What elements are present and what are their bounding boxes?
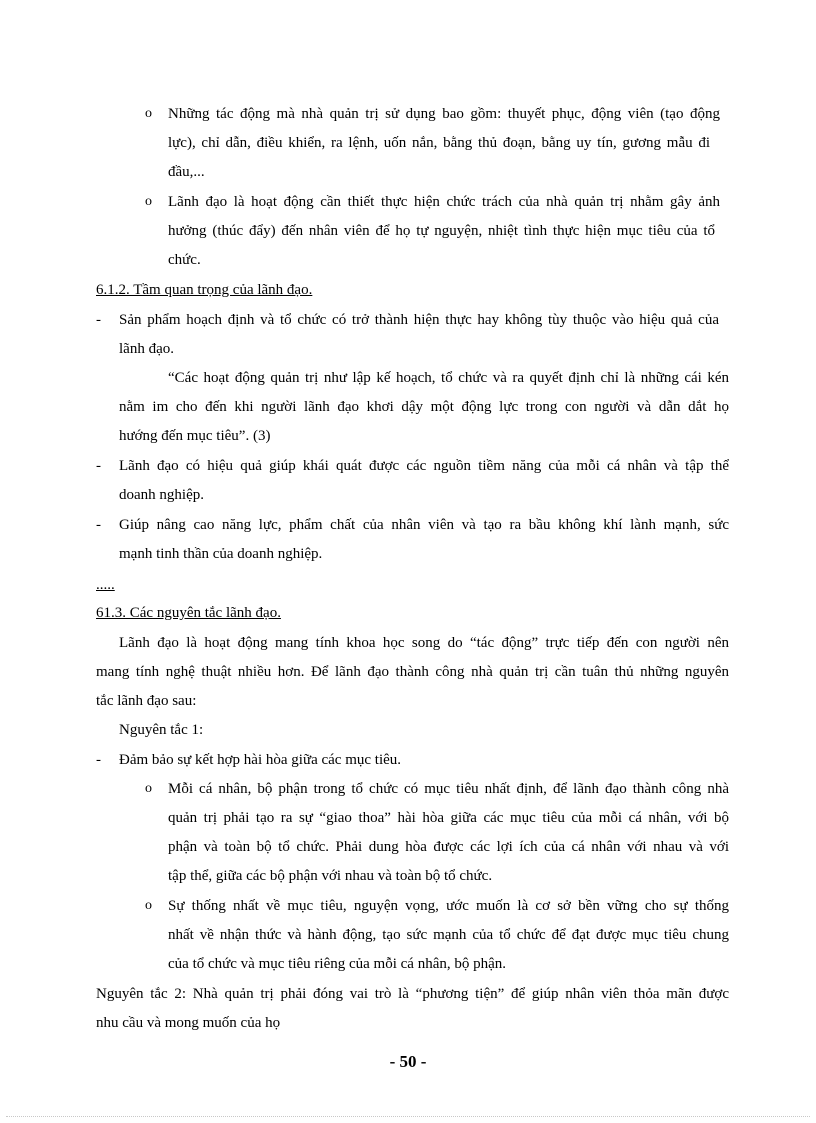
dash-bullet-marker: - xyxy=(96,752,101,768)
principle-label: Nguyên tắc 1: xyxy=(119,722,204,738)
text-line: Lãnh đạo có hiệu quả giúp khái quát được các nguồn tiềm năng của mỗi cá nhân và tập thể xyxy=(119,458,729,474)
text-line: Giúp nâng cao năng lực, phẩm chất của nhân viên và tạo ra bầu không khí lành mạnh, sức xyxy=(119,517,729,533)
circle-bullet-marker: o xyxy=(145,194,152,209)
page-number: - 50 - xyxy=(389,1052,427,1071)
bullet-text xyxy=(168,104,720,133)
text-line: của tổ chức và mục tiêu riêng của mỗi cá nhân, bộ phận. xyxy=(168,956,507,972)
quote-line: “Các hoạt động quản trị như lập kế hoạch, tổ chức và ra quyết định chỉ là những cái kén xyxy=(168,370,729,386)
text-line: lực), chỉ dẫn, điều khiển, ra lệnh, uốn nắn, bằng thủ đoạn, bằng uy tín, gương mẫu đi xyxy=(168,135,710,151)
circle-bullet-marker: o xyxy=(145,781,152,796)
text-line: Mỗi cá nhân, bộ phận trong tổ chức có mục tiêu nhất định, để lãnh đạo thành công nhà xyxy=(168,781,729,797)
section-heading: 6.1.2. Tầm quan trọng của lãnh đạo. xyxy=(96,282,313,298)
circle-bullet-marker: o xyxy=(145,898,152,913)
text-line: mang tính nghệ thuật nhiều hơn. Để lãnh đạo thành công nhà quản trị cần tuân thủ những nguyên xyxy=(96,664,729,680)
dash-bullet-marker: - xyxy=(96,312,101,328)
text-line: lãnh đạo. xyxy=(119,341,174,357)
text-line: Sản phẩm hoạch định và tổ chức có trở thành hiện thực hay không tùy thuộc vào hiệu quả của xyxy=(119,312,719,328)
bullet-text xyxy=(168,133,710,153)
circle-bullet-marker: o xyxy=(145,106,152,121)
page-bottom-border xyxy=(6,1116,810,1117)
text-line: phận và toàn bộ tổ chức. Phải dung hòa được các lợi ích của cá nhân với nhau và với xyxy=(168,839,729,855)
text-line: nhất về nhận thức và hành động, tạo sức mạnh của tổ chức để đạt được mục tiêu chung xyxy=(168,927,729,943)
ellipsis: ..... xyxy=(96,577,115,593)
dash-bullet-marker: - xyxy=(96,517,101,533)
quote-line: nằm im cho đến khi người lãnh đạo khơi dậy một động lực trong con người và dẫn dắt họ xyxy=(119,399,729,415)
dash-bullet-marker: - xyxy=(96,458,101,474)
text-line: Nguyên tắc 2: Nhà quản trị phải đóng vai trò là “phương tiện” để giúp nhân viên thỏa mãn được xyxy=(96,986,729,1002)
text-line: đầu,... xyxy=(168,164,205,180)
text-line: chức. xyxy=(168,252,201,268)
text-line: quản trị phải tạo ra sự “giao thoa” hài hòa giữa các mục tiêu của mỗi cá nhân, với bộ xyxy=(168,810,729,826)
text-line: mạnh tinh thần của doanh nghiệp. xyxy=(119,546,323,562)
text-line: Những tác động mà nhà quản trị sử dụng bao gồm: thuyết phục, động viên (tạo động xyxy=(168,106,720,122)
text-line: tập thể, giữa các bộ phận với nhau và toàn bộ tổ chức. xyxy=(168,868,493,884)
quote-line: hướng đến mục tiêu”. (3) xyxy=(119,428,271,444)
text-line: Lãnh đạo là hoạt động mang tính khoa học song do “tác động” trực tiếp đến con người nên xyxy=(119,635,729,651)
text-line: doanh nghiệp. xyxy=(119,487,204,503)
section-heading: 61.3. Các nguyên tắc lãnh đạo. xyxy=(96,605,281,621)
text-line: nhu cầu và mong muốn của họ xyxy=(96,1015,281,1031)
text-line: Sự thống nhất về mục tiêu, nguyện vọng, ước muốn là cơ sở bền vững cho sự thống xyxy=(168,898,729,914)
text-line: Đảm bảo sự kết hợp hài hòa giữa các mục tiêu. xyxy=(119,752,402,768)
text-line: hưởng (thúc đẩy) đến nhân viên để họ tự nguyện, nhiệt tình thực hiện mục tiêu của tổ xyxy=(168,223,715,239)
text-line: tắc lãnh đạo sau: xyxy=(96,693,197,709)
text-line: Lãnh đạo là hoạt động cần thiết thực hiện chức trách của nhà quản trị nhằm gây ảnh xyxy=(168,194,720,210)
